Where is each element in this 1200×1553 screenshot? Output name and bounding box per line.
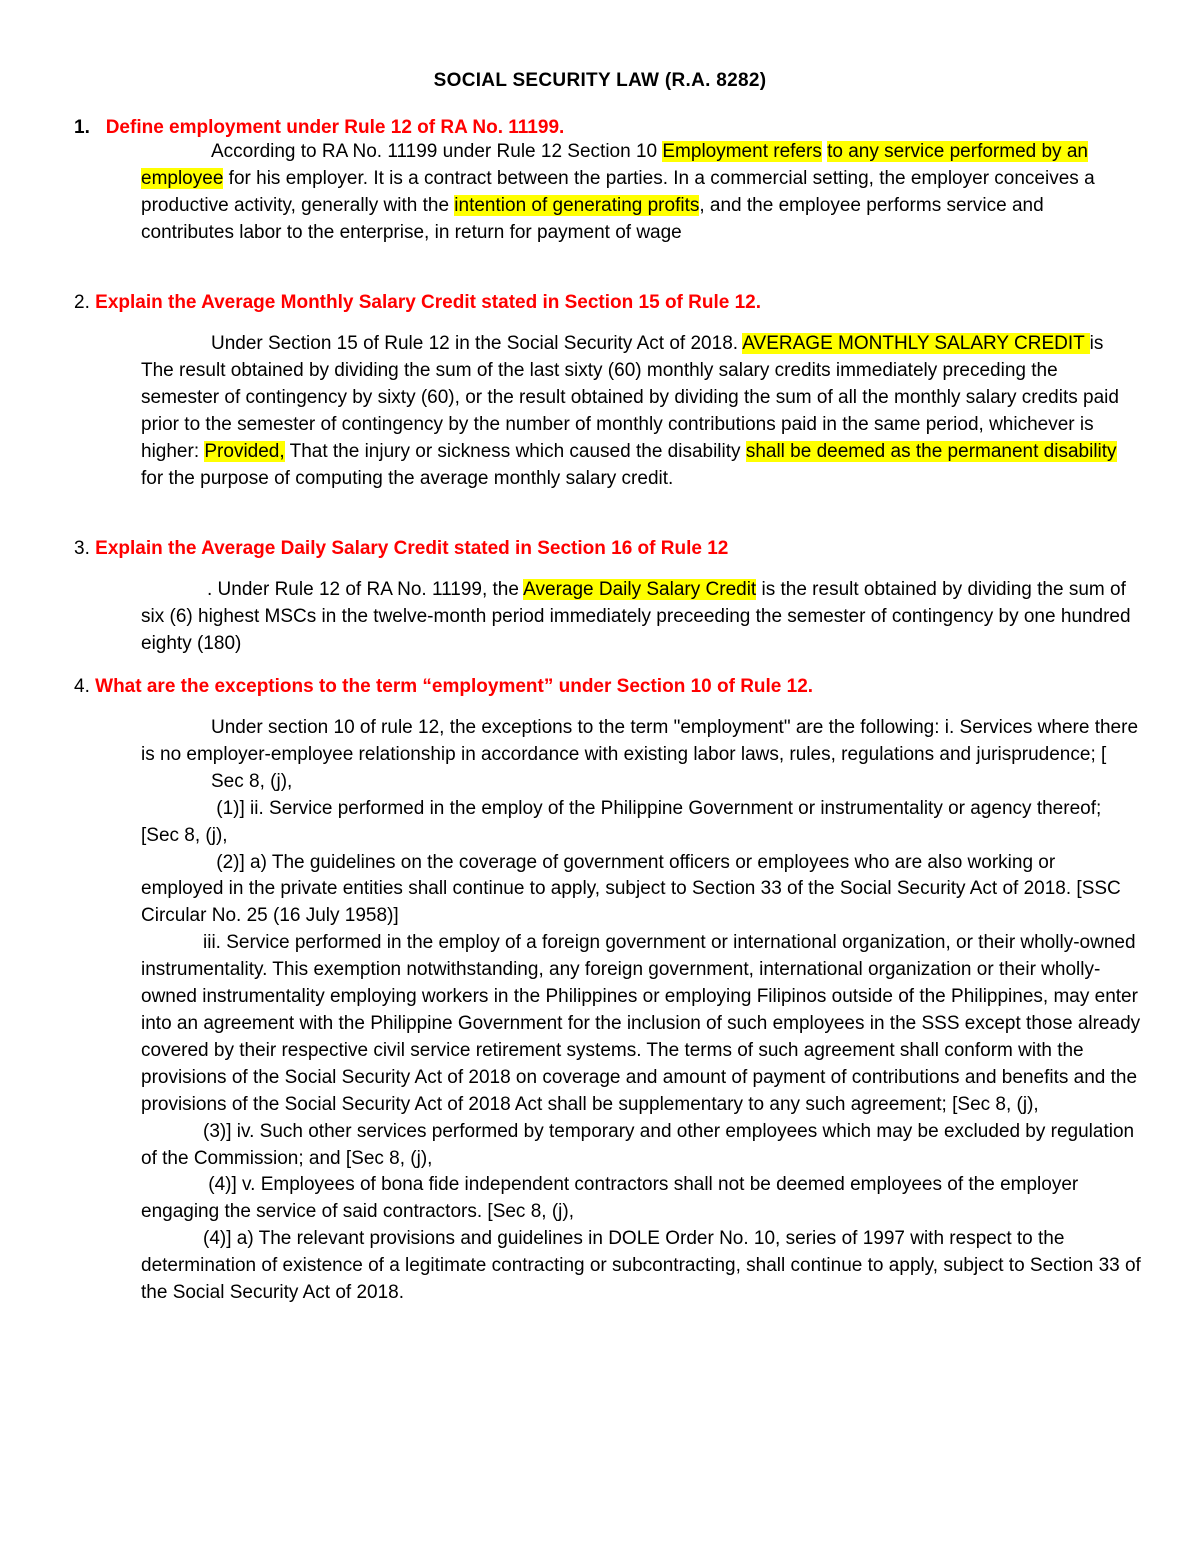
answer-4-paragraph: (4)] v. Employees of bona fide independent contractors shall not be deemed employees of the employer engaging the service of said contractors. [Sec 8, (j), [141, 1174, 1079, 1223]
question-2-heading [74, 289, 761, 316]
answer-1-text: for his employer. It is a contract between the parties. In a commercial setting, the employer conceives a productive activity, generally with the [141, 167, 1095, 216]
answer-3 [141, 577, 1141, 658]
answer-4-paragraph: (3)] iv. Such other services performed by temporary and other employees which may be excluded by regulation of the Commission; and [Sec 8, (j), [141, 1120, 1135, 1169]
question-4-heading [74, 673, 813, 700]
question-4-text: What are the exceptions to the term “employment” under Section 10 of Rule 12. [95, 676, 814, 697]
question-1-heading [74, 114, 564, 141]
highlight: intention of generating profits [454, 194, 700, 216]
answer-2 [141, 331, 1141, 492]
question-4-number: 4. [74, 676, 90, 697]
question-3-heading [74, 535, 728, 562]
highlight: shall be deemed as the permanent disability [745, 440, 1117, 462]
answer-4-paragraph: (4)] a) The relevant provisions and guidelines in DOLE Order No. 10, series of 1997 with respect to the determination of existence of a legitimate contracting or subcontracting, shall continue to apply, subject to Section 33 of the Social Security Act of 2018. [141, 1228, 1141, 1304]
question-2-text: Explain the Average Monthly Salary Credit stated in Section 15 of Rule 12. [95, 292, 762, 313]
question-2-number: 2. [74, 292, 90, 313]
question-3-text: Explain the Average Daily Salary Credit stated in Section 16 of Rule 12 [95, 538, 729, 559]
question-1-number: 1. [74, 117, 90, 138]
answer-4-paragraph: (2)] a) The guidelines on the coverage of government officers or employees who are also working or employed in the private entities shall continue to apply, subject to Section 33 of the Social Security Act of 2018. [SSC Circular No. 25 (16 July 1958)] [141, 851, 1121, 927]
highlight: to any service performed by an employee [141, 141, 1088, 189]
answer-2-text: is The result obtained by dividing the sum of the last sixty (60) monthly salary credits immediately preceding the semester of contingency by sixty (60), or the result obtained by dividing the sum of all the monthly salary credits paid prior to the semester of contingency by the number of monthly contributions paid in the same period, whichever is higher: [141, 333, 1119, 462]
highlight: Provided, [204, 440, 285, 462]
answer-2-text: for the purpose of computing the average monthly salary credit. [141, 467, 674, 489]
answer-2-text: Under Section 15 of Rule 12 in the Social Security Act of 2018. [211, 333, 743, 354]
answer-1-text: , and the employee performs service and contributes labor to the enterprise, in return for payment of wage [141, 194, 1044, 243]
highlight: AVERAGE MONTHLY SALARY CREDIT [742, 333, 1090, 354]
highlight: Average Daily Salary Credit [523, 579, 757, 600]
answer-1 [141, 139, 1141, 247]
document-title: SOCIAL SECURITY LAW (R.A. 8282) [433, 70, 767, 91]
highlight: Employment refers [662, 141, 822, 162]
question-1-text: Define employment under Rule 12 of RA No. 11199. [105, 117, 565, 138]
question-3-number: 3. [74, 538, 90, 559]
answer-4 [141, 715, 1141, 1307]
answer-3-text: is the result obtained by dividing the sum of six (6) highest MSCs in the twelve-month period immediately preceeding the semester of contingency by one hundred eighty (180) [141, 579, 1131, 654]
answer-1-text: According to RA No. 11199 under Rule 12 Section 10 [211, 141, 663, 162]
answer-3-text: . Under Rule 12 of RA No. 11199, the [207, 579, 524, 600]
answer-2-text: That the injury or sickness which caused the disability [284, 440, 746, 462]
answer-4-paragraph: iii. Service performed in the employ of a foreign government or international organization, or their wholly-owned instrumentality. This exemption notwithstanding, any foreign government, international organization or their wholly-owned instrumentality employing workers in the Philippines or employing Filipinos outside of the Philippines, may enter into an agreement with the Philippine Government for the inclusion of such employees in the SSS except those already covered by their respective civil service retirement systems. The terms of such agreement shall conform with the provisions of the Social Security Act of 2018 on coverage and amount of payment of contributions and benefits and the provisions of the Social Security Act of 2018 Act shall be supplementary to any such agreement; [Sec 8, (j), [141, 932, 1141, 1115]
answer-4-paragraph: (1)] ii. Service performed in the employ of the Philippine Government or instrumentality or agency thereof; [Sec 8, (j), [141, 797, 1102, 846]
answer-4-paragraph: Under section 10 of rule 12, the exceptions to the term "employment" are the following: i. Services where there is no employer-employee relationship in accordance with existing labor laws, rules, regulations and jurisprudence; [ [141, 717, 1139, 765]
answer-4-paragraph: Sec 8, (j), [211, 770, 293, 792]
